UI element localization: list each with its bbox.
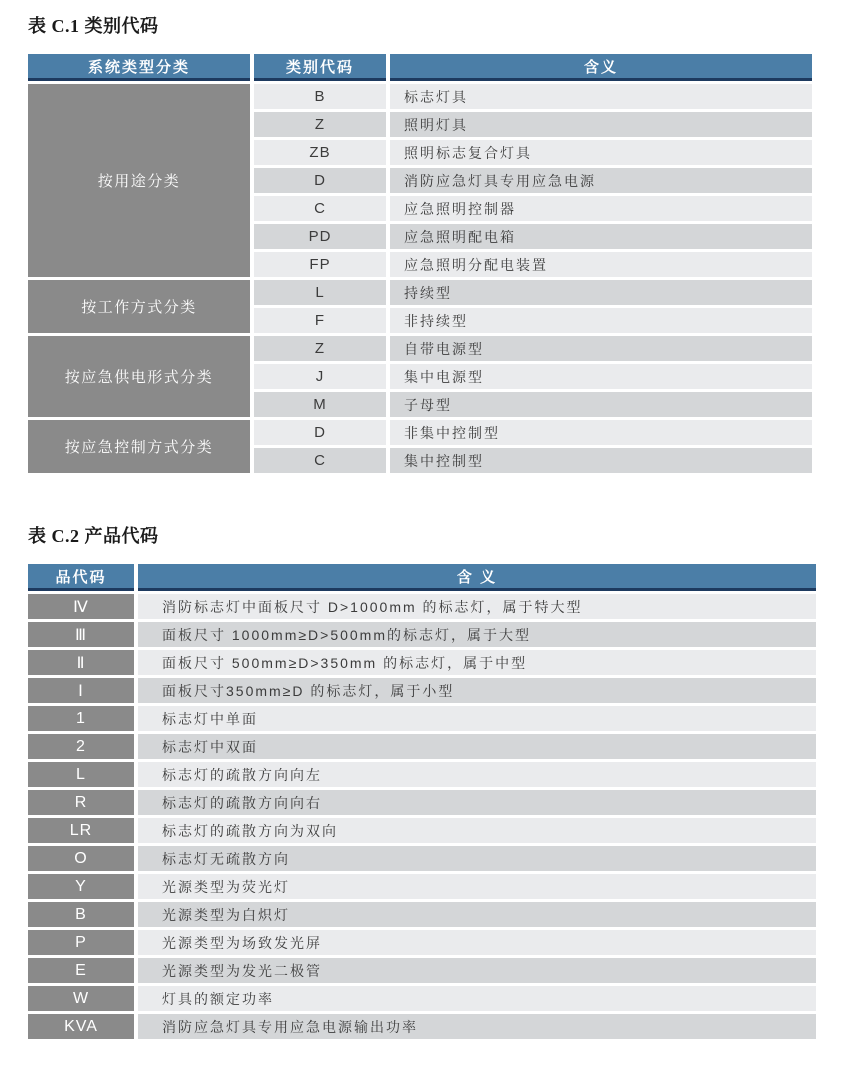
table-c1 — [24, 51, 816, 476]
table-c2-row — [28, 622, 816, 647]
table-c2-header-product-code: 品代码 — [28, 564, 134, 591]
table-c1-category-code-cell: ZB — [254, 140, 386, 165]
table-c1-header-meaning: 含义 — [390, 54, 812, 81]
table-c1-meaning-cell: 应急照明分配电装置 — [390, 252, 812, 277]
table-c2-row — [28, 594, 816, 619]
table-c1-meaning-cell: 集中电源型 — [390, 364, 812, 389]
table-c2-product-code-cell: O — [28, 846, 134, 871]
table-c1-category-code-cell: FP — [254, 252, 386, 277]
table-c1-meaning-cell: 消防应急灯具专用应急电源 — [390, 168, 812, 193]
table-c1-header-category-code: 类别代码 — [254, 54, 386, 81]
table-c2-product-code-cell: KVA — [28, 1014, 134, 1039]
table-c2-product-code-cell: LR — [28, 818, 134, 843]
table-c2-row — [28, 762, 816, 787]
table-c2-meaning-cell: 标志灯中单面 — [138, 706, 816, 731]
table-c1-row — [28, 84, 812, 109]
table-c2-row — [28, 846, 816, 871]
table-c1-category-code-cell: D — [254, 168, 386, 193]
table-c1-row — [28, 280, 812, 305]
table-c1-meaning-cell: 子母型 — [390, 392, 812, 417]
table-c1-meaning-cell: 持续型 — [390, 280, 812, 305]
table-c2-row — [28, 930, 816, 955]
table-c2-row — [28, 874, 816, 899]
table-c1-body — [28, 84, 812, 473]
table-c2-product-code-cell: Y — [28, 874, 134, 899]
table-c1-category-code-cell: F — [254, 308, 386, 333]
table-c2-product-code-cell: Ⅳ — [28, 594, 134, 619]
table-c1-meaning-cell: 照明灯具 — [390, 112, 812, 137]
table-c1-category-code-cell: L — [254, 280, 386, 305]
table-c2-product-code-cell: 1 — [28, 706, 134, 731]
table-c1-category-code-cell: C — [254, 448, 386, 473]
table-c2-product-code-cell: P — [28, 930, 134, 955]
table-c2-product-code-cell: B — [28, 902, 134, 927]
table-c2-header-meaning: 含 义 — [138, 564, 816, 591]
table-c2-row — [28, 706, 816, 731]
table-c2-meaning-cell: 标志灯无疏散方向 — [138, 846, 816, 871]
table-c2-row — [28, 902, 816, 927]
section-table-c1 — [28, 12, 828, 476]
table-c2-meaning-cell: 消防应急灯具专用应急电源输出功率 — [138, 1014, 816, 1039]
table-c2-meaning-cell: 光源类型为场致发光屏 — [138, 930, 816, 955]
table-c2-meaning-cell: 光源类型为发光二极管 — [138, 958, 816, 983]
table-c1-category-code-cell: Z — [254, 112, 386, 137]
table-c2-meaning-cell: 面板尺寸 1000mm≥D>500mm的标志灯，属于大型 — [138, 622, 816, 647]
table-c2-row — [28, 678, 816, 703]
table-c1-title: 表 C.1 类别代码 — [28, 16, 159, 36]
table-c1-meaning-cell: 照明标志复合灯具 — [390, 140, 812, 165]
table-c1-meaning-cell: 非集中控制型 — [390, 420, 812, 445]
table-c2-meaning-cell: 标志灯的疏散方向为双向 — [138, 818, 816, 843]
table-c1-group-cell: 按应急控制方式分类 — [28, 420, 250, 473]
table-c2-meaning-cell: 标志灯的疏散方向向右 — [138, 790, 816, 815]
table-c2-row — [28, 1014, 816, 1039]
table-c1-group-cell: 按用途分类 — [28, 84, 250, 277]
table-c2-meaning-cell: 标志灯的疏散方向向左 — [138, 762, 816, 787]
table-c2-meaning-cell: 标志灯中双面 — [138, 734, 816, 759]
table-c2-product-code-cell: Ⅲ — [28, 622, 134, 647]
table-c2-body — [28, 594, 816, 1039]
table-c2-row — [28, 650, 816, 675]
table-c2-product-code-cell: Ⅰ — [28, 678, 134, 703]
table-c1-category-code-cell: C — [254, 196, 386, 221]
table-c2-meaning-cell: 光源类型为荧光灯 — [138, 874, 816, 899]
table-c2-row — [28, 986, 816, 1011]
table-c2-row — [28, 958, 816, 983]
table-c2-meaning-cell: 灯具的额定功率 — [138, 986, 816, 1011]
table-c2-meaning-cell: 面板尺寸 500mm≥D>350mm 的标志灯，属于中型 — [138, 650, 816, 675]
table-c2 — [24, 561, 820, 1042]
section-table-c2 — [28, 522, 828, 1042]
table-c1-meaning-cell: 标志灯具 — [390, 84, 812, 109]
table-c2-header-row — [28, 564, 816, 591]
table-c1-group-cell: 按工作方式分类 — [28, 280, 250, 333]
table-c2-product-code-cell: Ⅱ — [28, 650, 134, 675]
table-c1-meaning-cell: 应急照明控制器 — [390, 196, 812, 221]
table-c2-product-code-cell: R — [28, 790, 134, 815]
table-c1-header-system-type: 系统类型分类 — [28, 54, 250, 81]
table-c2-product-code-cell: L — [28, 762, 134, 787]
table-c2-product-code-cell: 2 — [28, 734, 134, 759]
table-c2-title: 表 C.2 产品代码 — [28, 526, 159, 546]
table-c2-row — [28, 818, 816, 843]
table-c1-row — [28, 336, 812, 361]
table-c1-category-code-cell: M — [254, 392, 386, 417]
table-c1-meaning-cell: 自带电源型 — [390, 336, 812, 361]
table-c2-meaning-cell: 消防标志灯中面板尺寸 D>1000mm 的标志灯，属于特大型 — [138, 594, 816, 619]
table-c2-meaning-cell: 光源类型为白炽灯 — [138, 902, 816, 927]
table-c1-row — [28, 420, 812, 445]
table-c1-meaning-cell: 集中控制型 — [390, 448, 812, 473]
table-c1-meaning-cell: 非持续型 — [390, 308, 812, 333]
table-c1-header-row — [28, 54, 812, 81]
table-c2-meaning-cell: 面板尺寸350mm≥D 的标志灯，属于小型 — [138, 678, 816, 703]
table-c1-category-code-cell: D — [254, 420, 386, 445]
table-c1-category-code-cell: PD — [254, 224, 386, 249]
table-c2-row — [28, 734, 816, 759]
table-c1-meaning-cell: 应急照明配电箱 — [390, 224, 812, 249]
table-c2-product-code-cell: W — [28, 986, 134, 1011]
table-c1-category-code-cell: J — [254, 364, 386, 389]
table-c2-product-code-cell: E — [28, 958, 134, 983]
table-c1-category-code-cell: Z — [254, 336, 386, 361]
table-c1-category-code-cell: B — [254, 84, 386, 109]
table-c2-row — [28, 790, 816, 815]
table-c1-group-cell: 按应急供电形式分类 — [28, 336, 250, 417]
